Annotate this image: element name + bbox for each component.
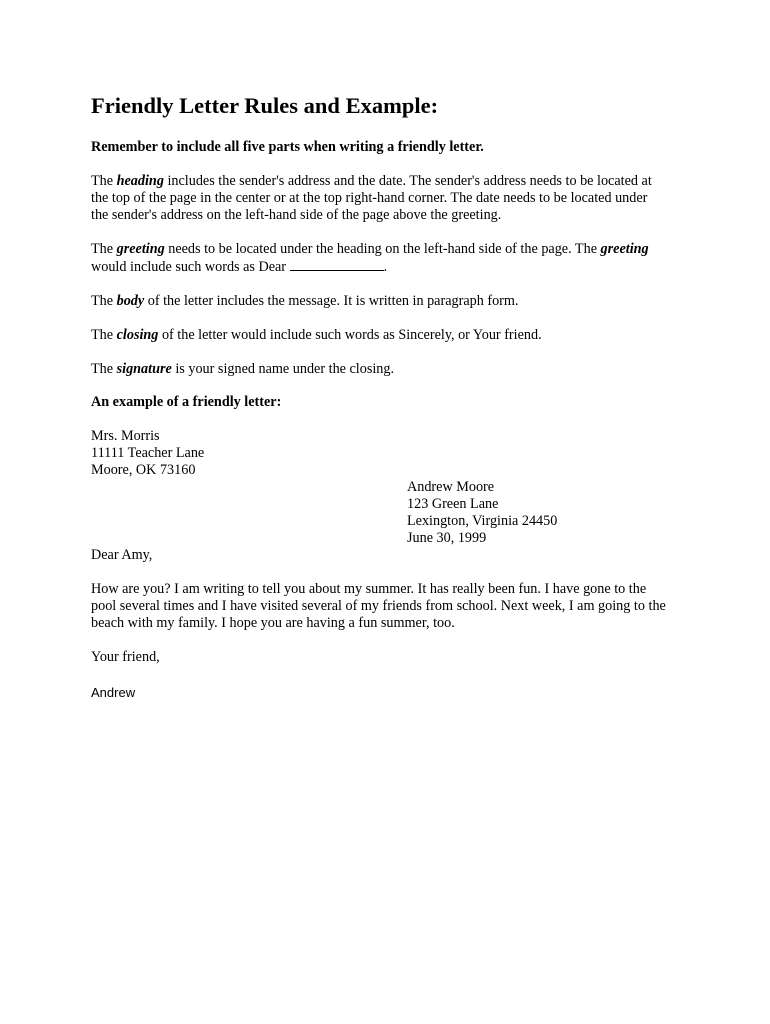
recipient-city: Moore, OK 73160 bbox=[91, 462, 196, 478]
signature-rule-paragraph: The signature is your signed name under the closing. bbox=[91, 361, 395, 377]
sender-street: 123 Green Lane bbox=[407, 496, 499, 512]
greeting-rule-line-1: The greeting needs to be located under the heading on the left-hand side of the page. The greeting bbox=[91, 241, 649, 257]
sender-name: Andrew Moore bbox=[407, 479, 495, 495]
term-heading: heading bbox=[116, 173, 164, 189]
letter-body-line-3: beach with my family. I hope you are having a fun summer, too. bbox=[91, 615, 455, 631]
body-rule-paragraph: The body of the letter includes the message. It is written in paragraph form. bbox=[91, 293, 519, 309]
page-title: Friendly Letter Rules and Example: bbox=[91, 93, 439, 118]
recipient-street: 11111 Teacher Lane bbox=[91, 445, 205, 461]
term-greeting: greeting bbox=[116, 241, 165, 257]
letter-body-line-1: How are you? I am writing to tell you about my summer. It has really been fun. I have gone to the bbox=[91, 581, 647, 597]
term-signature: signature bbox=[116, 361, 172, 377]
greeting-rule-line-2: would include such words as Dear . bbox=[91, 259, 388, 275]
greeting-rule-paragraph bbox=[91, 241, 691, 276]
heading-rule-line-3: the sender's address on the left-hand side of the page above the greeting. bbox=[91, 207, 502, 223]
letter-greeting: Dear Amy, bbox=[91, 547, 153, 563]
recipient-address bbox=[91, 428, 691, 479]
blank-underline bbox=[290, 258, 384, 271]
letter-signature: Andrew bbox=[91, 685, 136, 700]
letter-closing: Your friend, bbox=[91, 649, 160, 665]
document-page bbox=[91, 92, 691, 701]
closing-rule-paragraph: The closing of the letter would include such words as Sincerely, or Your friend. bbox=[91, 327, 542, 343]
sender-heading bbox=[407, 479, 691, 547]
example-heading: An example of a friendly letter: bbox=[91, 394, 282, 410]
recipient-name: Mrs. Morris bbox=[91, 428, 160, 444]
letter-body-line-2: pool several times and I have visited several of my friends from school. Next week, I am going to the bbox=[91, 598, 666, 614]
sender-date: June 30, 1999 bbox=[407, 530, 487, 546]
heading-rule-line-1: The heading includes the sender's address and the date. The sender's address needs to be located at bbox=[91, 173, 652, 189]
letter-body bbox=[91, 581, 691, 632]
heading-rule-line-2: the top of the page in the center or at the top right-hand corner. The date needs to be located under bbox=[91, 190, 648, 206]
sender-city: Lexington, Virginia 24450 bbox=[407, 513, 558, 529]
heading-rule-paragraph bbox=[91, 173, 691, 224]
subtitle: Remember to include all five parts when writing a friendly letter. bbox=[91, 139, 484, 155]
term-body: body bbox=[116, 293, 145, 309]
term-closing: closing bbox=[116, 327, 159, 343]
term-greeting-2: greeting bbox=[600, 241, 649, 257]
